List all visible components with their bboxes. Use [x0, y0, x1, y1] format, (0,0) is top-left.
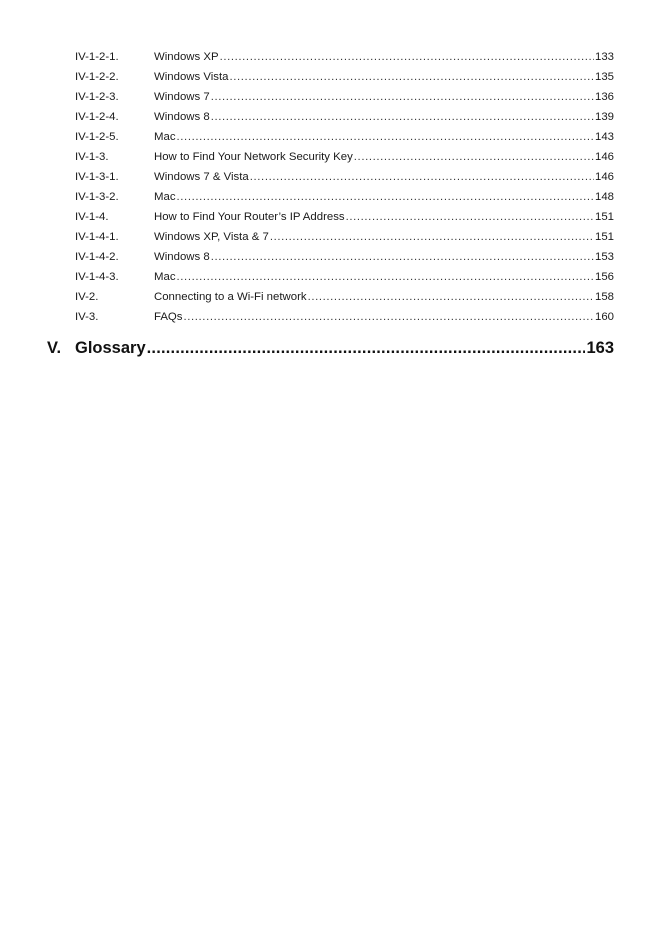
toc-dot-leader [270, 227, 594, 247]
toc-entry-windows-7[interactable] [75, 87, 614, 107]
toc-dot-leader [211, 247, 594, 267]
toc-entry-number: IV-1-3. [75, 151, 109, 163]
toc-chapter-title: Glossary [75, 339, 146, 357]
toc-entry-faqs[interactable] [75, 307, 614, 327]
toc-entry-title: How to Find Your Network Security Key [154, 151, 353, 163]
toc-entry-number: IV-1-4-1. [75, 231, 119, 243]
toc-entry-page: 133 [594, 51, 614, 63]
toc-dot-leader [147, 336, 586, 360]
toc-dot-leader [220, 47, 594, 67]
toc-dot-leader [250, 167, 594, 187]
table-of-contents [75, 47, 614, 327]
toc-entry-number: IV-1-3-2. [75, 191, 119, 203]
toc-entry-page: 151 [594, 211, 614, 223]
toc-entry-connecting-wifi[interactable] [75, 287, 614, 307]
toc-entry-number: IV-1-2-1. [75, 51, 119, 63]
toc-entry-windows-vista[interactable] [75, 67, 614, 87]
toc-entry-page: 135 [594, 71, 614, 83]
toc-dot-leader [211, 107, 594, 127]
toc-entry-title: Windows 7 & Vista [154, 171, 249, 183]
toc-entry-number: IV-1-3-1. [75, 171, 119, 183]
toc-chapter-number: V. [47, 339, 62, 357]
toc-entry-title: Windows Vista [154, 71, 229, 83]
toc-entry-title: Windows XP, Vista & 7 [154, 231, 269, 243]
toc-entry-page: 139 [594, 111, 614, 123]
toc-entry-title: Mac [154, 131, 176, 143]
toc-dot-leader [177, 187, 594, 207]
toc-entry-title: FAQs [154, 311, 183, 323]
toc-entry-page: 156 [594, 271, 614, 283]
toc-dot-leader [230, 67, 594, 87]
toc-entry-title: Mac [154, 191, 176, 203]
toc-entry-windows-8[interactable] [75, 247, 614, 267]
toc-entry-mac[interactable] [75, 127, 614, 147]
toc-entry-router-ip-address[interactable] [75, 207, 614, 227]
toc-entry-windows-8[interactable] [75, 107, 614, 127]
toc-entry-windows-xp-vista-7[interactable] [75, 227, 614, 247]
toc-entry-title: Windows 8 [154, 251, 210, 263]
toc-entry-page: 146 [594, 171, 614, 183]
toc-entry-number: IV-1-4. [75, 211, 109, 223]
toc-dot-leader [211, 87, 594, 107]
toc-chapter-glossary[interactable] [47, 336, 614, 360]
toc-dot-leader [177, 127, 594, 147]
toc-entry-page: 158 [594, 291, 614, 303]
toc-entry-title: How to Find Your Router’s IP Address [154, 211, 345, 223]
toc-entry-number: IV-1-2-3. [75, 91, 119, 103]
toc-entry-page: 160 [594, 311, 614, 323]
toc-dot-leader [354, 147, 594, 167]
toc-entry-title: Mac [154, 271, 176, 283]
toc-dot-leader [346, 207, 594, 227]
toc-entry-title: Windows 7 [154, 91, 210, 103]
toc-entry-page: 136 [594, 91, 614, 103]
toc-entry-number: IV-1-4-2. [75, 251, 119, 263]
toc-entry-number: IV-3. [75, 311, 99, 323]
toc-entry-page: 143 [594, 131, 614, 143]
toc-dot-leader [177, 267, 594, 287]
toc-entry-title: Windows XP [154, 51, 219, 63]
toc-entry-windows-xp[interactable] [75, 47, 614, 67]
toc-entry-number: IV-1-2-4. [75, 111, 119, 123]
toc-entry-mac[interactable] [75, 267, 614, 287]
toc-entry-page: 146 [594, 151, 614, 163]
toc-dot-leader [308, 287, 594, 307]
toc-entry-network-security-key[interactable] [75, 147, 614, 167]
toc-entry-mac[interactable] [75, 187, 614, 207]
toc-entry-number: IV-1-2-5. [75, 131, 119, 143]
toc-dot-leader [183, 307, 594, 327]
toc-entry-title: Connecting to a Wi-Fi network [154, 291, 307, 303]
toc-chapter-page: 163 [586, 339, 614, 357]
toc-entry-windows-7-vista[interactable] [75, 167, 614, 187]
toc-entry-number: IV-1-2-2. [75, 71, 119, 83]
toc-entry-page: 153 [594, 251, 614, 263]
toc-entry-title: Windows 8 [154, 111, 210, 123]
toc-entry-page: 148 [594, 191, 614, 203]
toc-entry-number: IV-2. [75, 291, 99, 303]
toc-entry-number: IV-1-4-3. [75, 271, 119, 283]
toc-entry-page: 151 [594, 231, 614, 243]
